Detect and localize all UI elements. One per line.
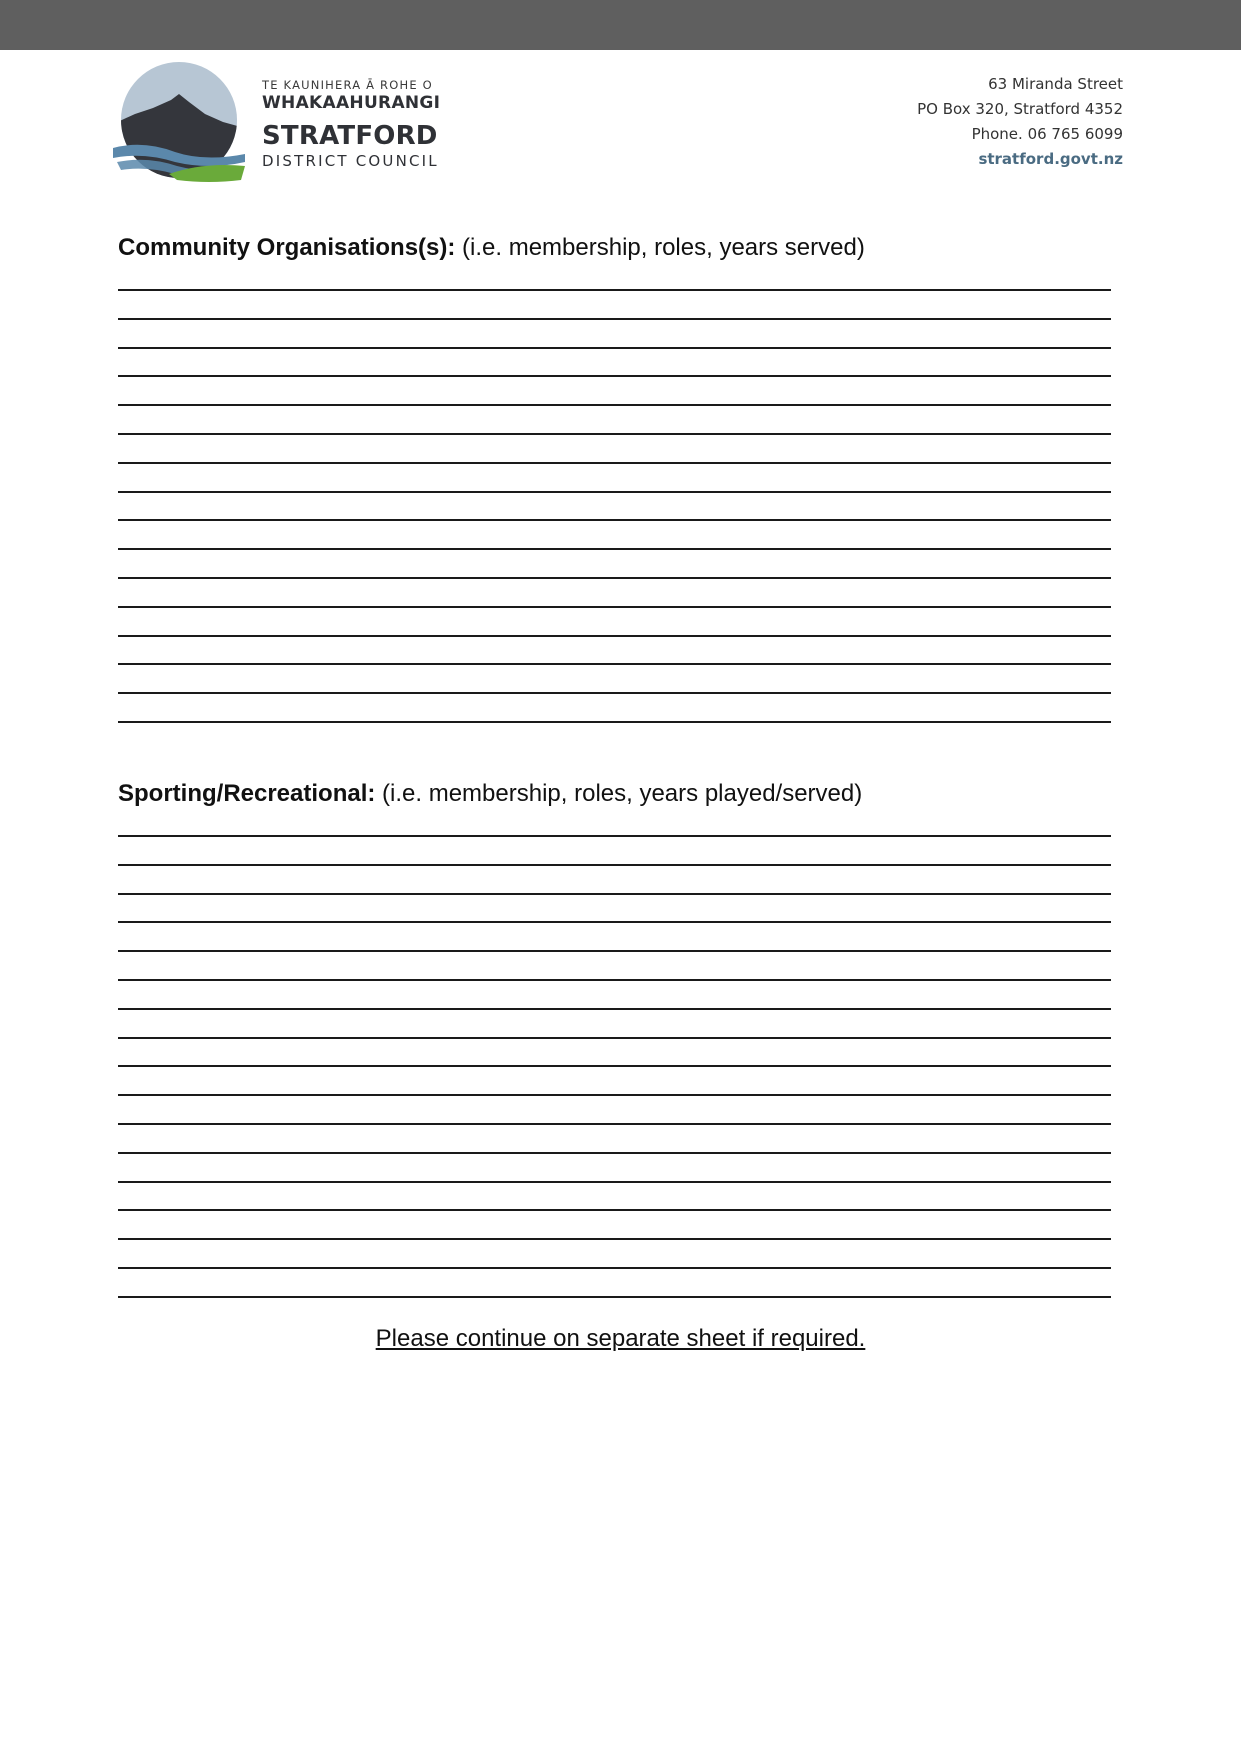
- answer-line[interactable]: [118, 893, 1111, 895]
- answer-line[interactable]: [118, 950, 1111, 952]
- answer-line[interactable]: [118, 1152, 1111, 1154]
- section-heading-hint: (i.e. membership, roles, years served): [455, 234, 865, 261]
- council-logo-text: [262, 78, 442, 170]
- logo-council-name: STRATFORD: [262, 121, 438, 151]
- answer-line[interactable]: [118, 835, 1111, 837]
- answer-line[interactable]: [118, 921, 1111, 923]
- answer-line[interactable]: [118, 289, 1111, 291]
- community-organisations-section: [118, 233, 1111, 724]
- address-po-box: PO Box 320, Stratford 4352: [917, 100, 1123, 118]
- answer-line[interactable]: [118, 577, 1111, 579]
- answer-line[interactable]: [118, 375, 1111, 377]
- logo-council-subtitle: DISTRICT COUNCIL: [262, 152, 439, 170]
- answer-line[interactable]: [118, 433, 1111, 435]
- answer-line[interactable]: [118, 404, 1111, 406]
- answer-line[interactable]: [118, 1123, 1111, 1125]
- sporting-recreational-section: [118, 779, 1111, 1299]
- answer-line[interactable]: [118, 635, 1111, 637]
- answer-line[interactable]: [118, 721, 1111, 723]
- answer-line[interactable]: [118, 1065, 1111, 1067]
- top-bar: [0, 0, 1241, 50]
- community-organisations-heading: [118, 233, 1111, 263]
- answer-line[interactable]: [118, 548, 1111, 550]
- answer-line[interactable]: [118, 1296, 1111, 1298]
- answer-line[interactable]: [118, 462, 1111, 464]
- address-website-link[interactable]: stratford.govt.nz: [978, 150, 1123, 168]
- section-heading-label: Sporting/Recreational:: [118, 780, 376, 807]
- answer-line[interactable]: [118, 864, 1111, 866]
- address-street: 63 Miranda Street: [988, 75, 1123, 93]
- answer-line[interactable]: [118, 1037, 1111, 1039]
- sporting-recreational-heading: [118, 779, 1111, 809]
- logo-maori-prefix: TE KAUNIHERA Ā ROHE O: [262, 78, 433, 92]
- answer-line[interactable]: [118, 347, 1111, 349]
- answer-line[interactable]: [118, 663, 1111, 665]
- council-address: [917, 72, 1123, 172]
- answer-line[interactable]: [118, 1209, 1111, 1211]
- answer-line[interactable]: [118, 692, 1111, 694]
- answer-line[interactable]: [118, 318, 1111, 320]
- answer-line[interactable]: [118, 1094, 1111, 1096]
- answer-line[interactable]: [118, 1008, 1111, 1010]
- answer-line[interactable]: [118, 1238, 1111, 1240]
- answer-line[interactable]: [118, 979, 1111, 981]
- council-logo-icon: [113, 62, 245, 182]
- council-logo: [113, 62, 441, 182]
- answer-line[interactable]: [118, 1267, 1111, 1269]
- answer-line[interactable]: [118, 519, 1111, 521]
- sporting-recreational-answer-lines[interactable]: [118, 809, 1111, 1299]
- continue-note: Please continue on separate sheet if required.: [375, 1325, 866, 1352]
- section-heading-label: Community Organisations(s):: [118, 234, 456, 261]
- section-heading-hint: (i.e. membership, roles, years played/served): [375, 780, 863, 807]
- community-organisations-answer-lines[interactable]: [118, 263, 1111, 724]
- answer-line[interactable]: [118, 1181, 1111, 1183]
- address-phone: Phone. 06 765 6099: [971, 125, 1123, 143]
- answer-line[interactable]: [118, 606, 1111, 608]
- logo-maori-name: WHAKAAHURANGI: [262, 93, 441, 113]
- answer-line[interactable]: [118, 491, 1111, 493]
